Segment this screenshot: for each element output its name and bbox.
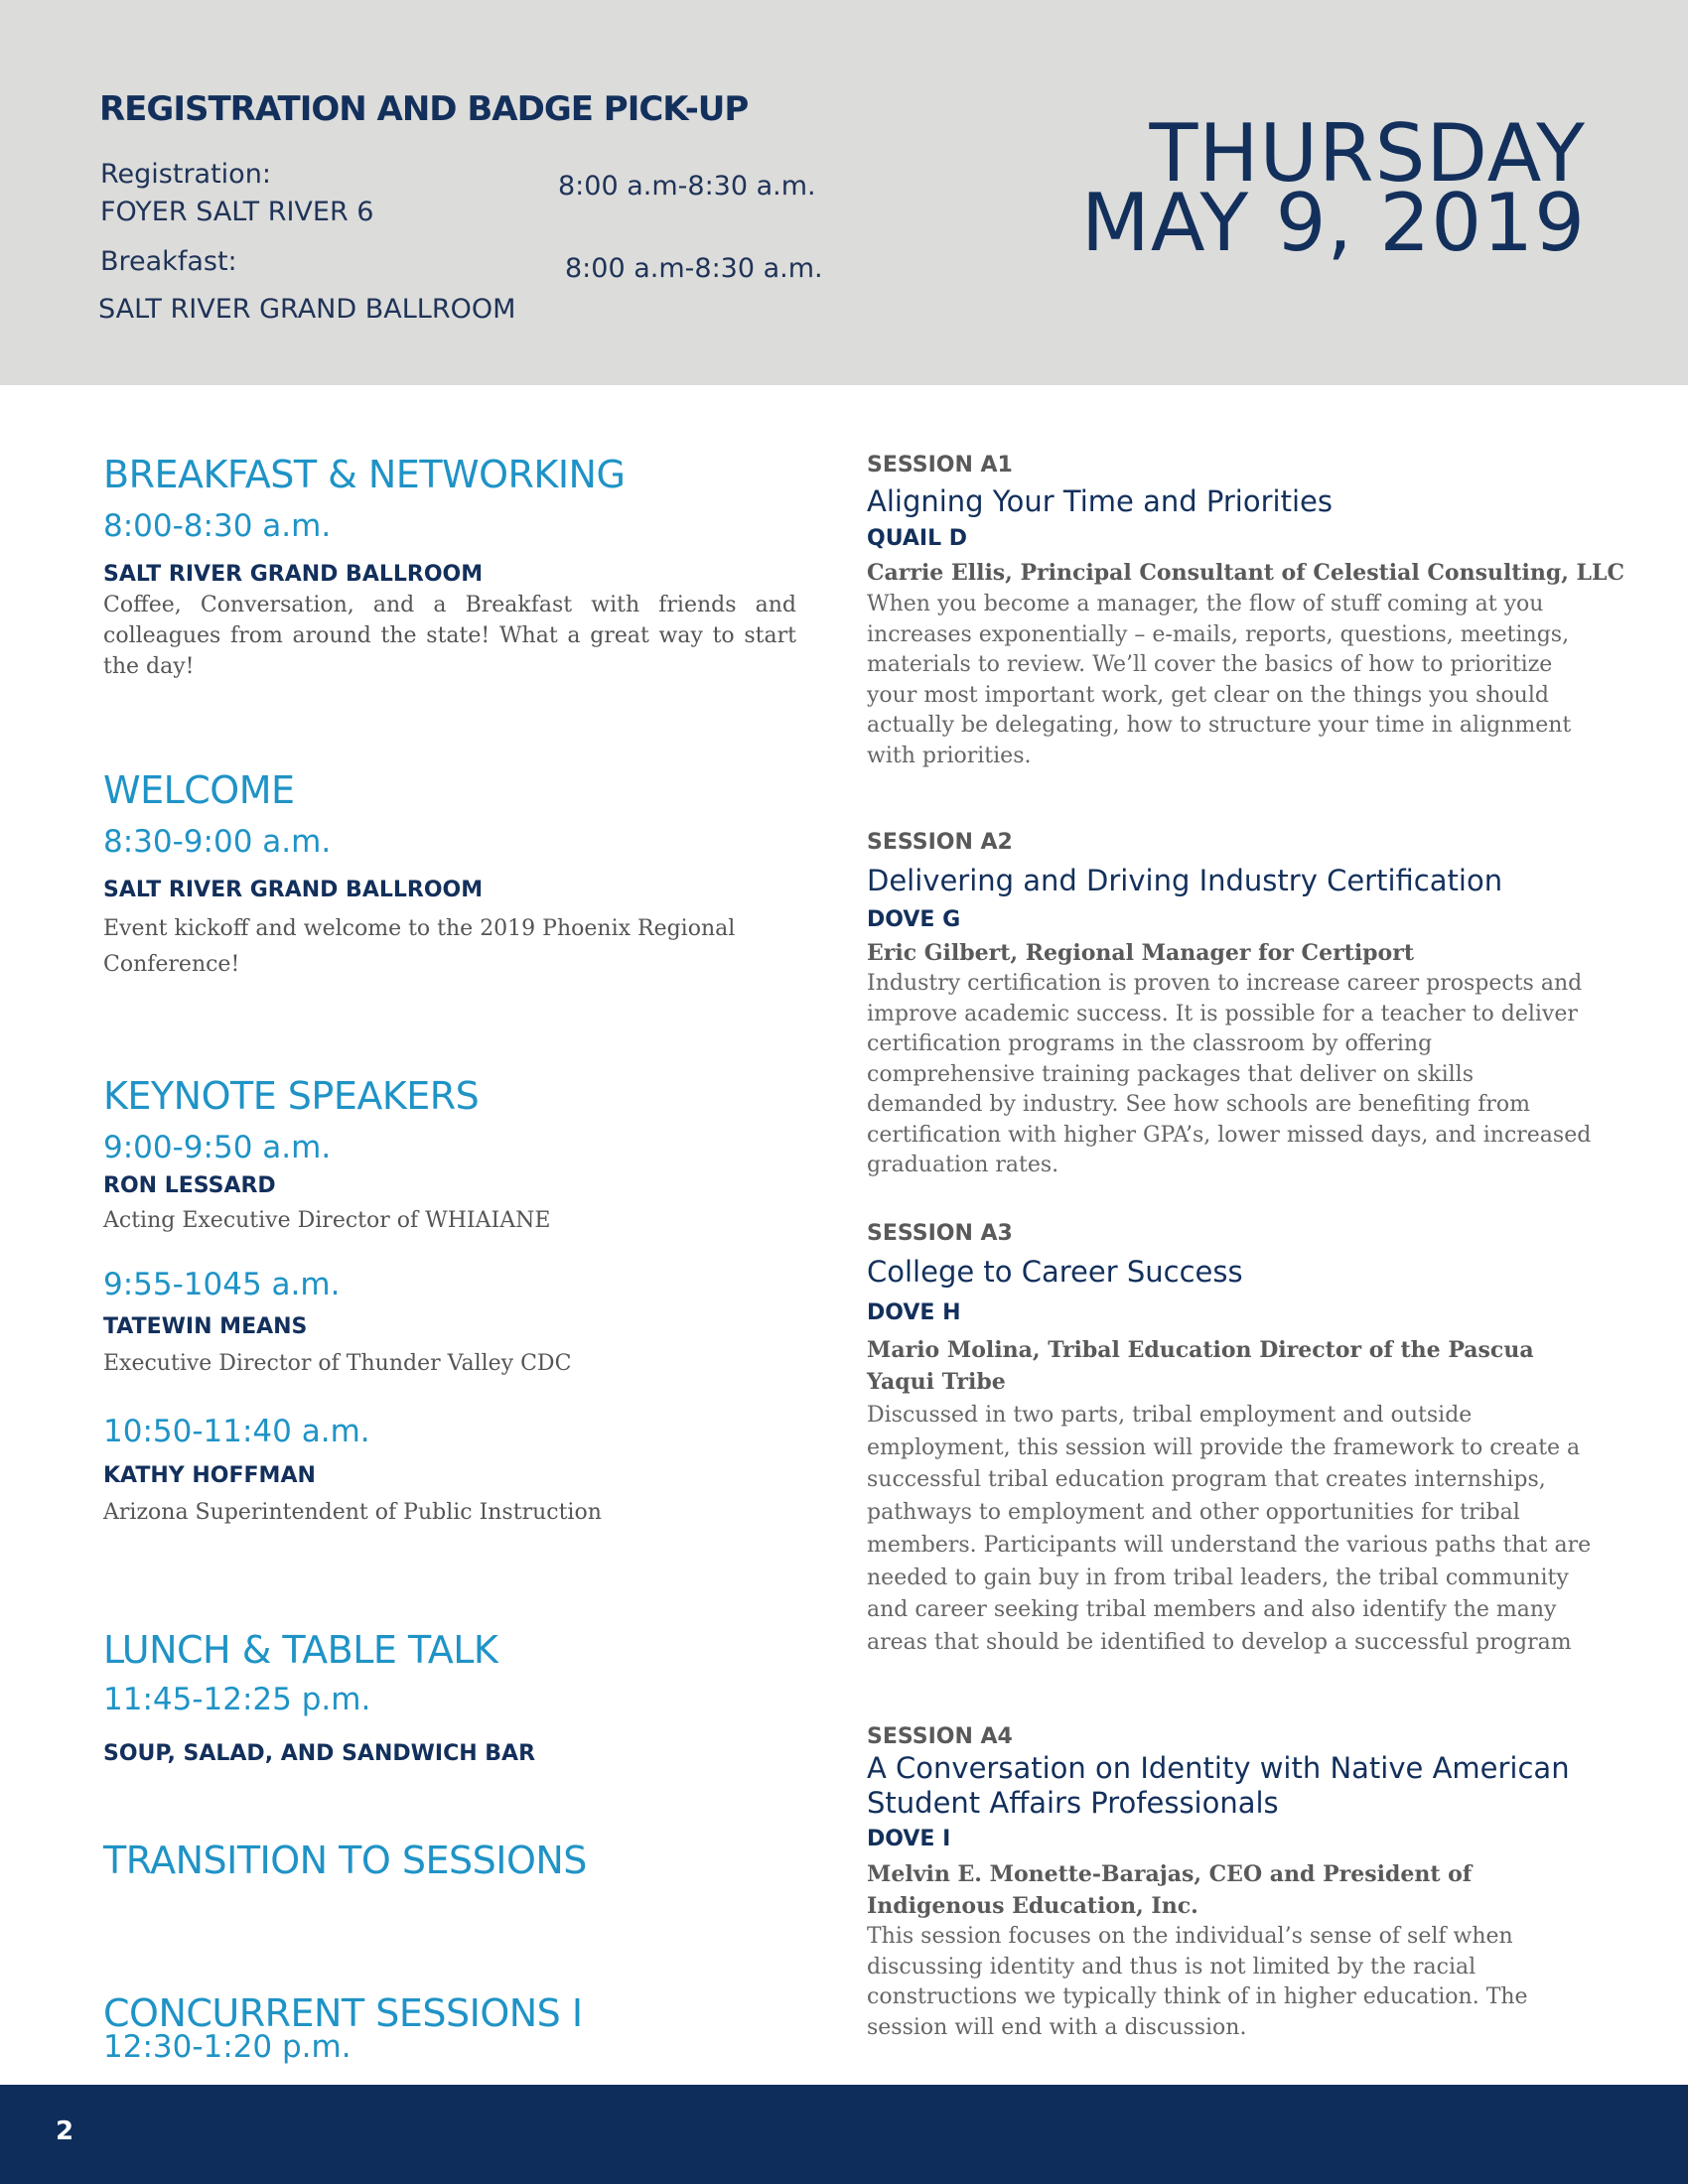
session-a4-title: A Conversation on Identity with Native American Student Affairs Professionals	[867, 1751, 1570, 1820]
session-a2-description: Industry certification is proven to increase career prospects and improve academic success. It is possible for a teacher to deliver certification programs in the classroom by offering comprehensive training packages that deliver on skills demanded by industry. See how schools are benefiting from certification with higher GPA’s, lower missed days, and increased graduation rates.	[867, 971, 1592, 1177]
session-a1-code: SESSION A1	[867, 453, 1013, 478]
keynote-speaker-2: TATEWIN MEANS	[103, 1314, 308, 1339]
keynote-role-3: Arizona Superintendent of Public Instruction	[103, 1500, 602, 1525]
event-day: THURSDAY	[1149, 107, 1586, 200]
registration-time: 8:00 a.m-8:30 a.m.	[558, 171, 816, 202]
transition-title: TRANSITION TO SESSIONS	[103, 1839, 587, 1882]
welcome-description: Event kickoff and welcome to the 2019 Phoenix Regional Conference!	[103, 916, 736, 977]
session-a4-room: DOVE I	[867, 1827, 951, 1851]
session-a4-code: SESSION A4	[867, 1724, 1013, 1749]
session-a1-description: When you become a manager, the flow of stuff coming at you increases exponentially – e-mails, reports, questions, meetings, materials to review. We’ll cover the basics of how to prioritize your most important work, get clear on the things you should actually be delegating, how to structure your time in alignment with priorities.	[867, 592, 1572, 768]
session-a3-code: SESSION A3	[867, 1221, 1013, 1246]
keynote-speaker-3: KATHY HOFFMAN	[103, 1463, 316, 1488]
breakfast-description: Coffee, Conversation, and a Breakfast with friends and colleagues from around the state! What a great way to start the day!	[103, 593, 796, 679]
welcome-location-label: SALT RIVER GRAND BALLROOM	[103, 878, 484, 902]
session-a3-room: DOVE H	[867, 1300, 961, 1325]
session-a4-speaker: Melvin E. Monette-Barajas, CEO and President of Indigenous Education, Inc.	[867, 1861, 1473, 1919]
session-a3-description: Discussed in two parts, tribal employment and outside employment, this session will provide the framework to create a successful tribal education program that creates internships, pathways to employment and other opportunities for tribal members. Participants will understand the various paths that are needed to gain buy in from tribal leaders, the tribal community and career seeking tribal members and also identify the many areas that should be identified to develop a successful program	[867, 1403, 1592, 1655]
session-a1-title: Aligning Your Time and Priorities	[867, 484, 1333, 518]
breakfast-time-slot: 8:00-8:30 a.m.	[103, 508, 332, 544]
breakfast-location-label: SALT RIVER GRAND BALLROOM	[103, 562, 484, 587]
keynote-time-1: 9:00-9:50 a.m.	[103, 1130, 332, 1165]
session-a3-title: College to Career Success	[867, 1255, 1243, 1289]
session-a3-speaker: Mario Molina, Tribal Education Director of the Pascua Yaqui Tribe	[867, 1337, 1534, 1395]
keynote-role-1: Acting Executive Director of WHIAIANE	[103, 1208, 551, 1233]
registration-location: FOYER SALT RIVER 6	[100, 197, 374, 227]
breakfast-label: Breakfast:	[100, 246, 237, 277]
welcome-time-slot: 8:30-9:00 a.m.	[103, 824, 332, 860]
breakfast-location: SALT RIVER GRAND BALLROOM	[98, 294, 516, 325]
registration-label: Registration:	[100, 159, 271, 190]
session-a2-speaker: Eric Gilbert, Regional Manager for Certiport	[867, 940, 1414, 966]
footer-bar	[0, 2085, 1688, 2184]
session-a2-code: SESSION A2	[867, 830, 1013, 855]
lunch-time-slot: 11:45-12:25 p.m.	[103, 1682, 371, 1717]
header-band	[0, 0, 1688, 385]
welcome-title: WELCOME	[103, 768, 295, 812]
keynote-time-2: 9:55-1045 a.m.	[103, 1267, 341, 1302]
breakfast-title: BREAKFAST & NETWORKING	[103, 453, 626, 496]
session-a4-description: This session focuses on the individual’s sense of self when discussing identity and thus is not limited by the racial constructions we typically think of in higher education. The session will end with a discussion.	[867, 1924, 1528, 2040]
concurrent-time-slot: 12:30-1:20 p.m.	[103, 2029, 352, 2065]
event-date	[1080, 107, 1586, 269]
lunch-location-label: SOUP, SALAD, AND SANDWICH BAR	[103, 1741, 536, 1766]
registration-title: REGISTRATION AND BADGE PICK-UP	[99, 89, 749, 129]
session-a1-room: QUAIL D	[867, 526, 968, 551]
session-a1-speaker: Carrie Ellis, Principal Consultant of Celestial Consulting, LLC	[867, 560, 1624, 586]
lunch-title: LUNCH & TABLE TALK	[103, 1628, 498, 1672]
session-a2-room: DOVE G	[867, 907, 961, 932]
keynote-title: KEYNOTE SPEAKERS	[103, 1074, 480, 1118]
breakfast-time: 8:00 a.m-8:30 a.m.	[565, 253, 823, 284]
concurrent-title: CONCURRENT SESSIONS I	[103, 1991, 583, 2035]
keynote-time-3: 10:50-11:40 a.m.	[103, 1414, 370, 1449]
page-number: 2	[56, 2116, 74, 2146]
keynote-speaker-1: RON LESSARD	[103, 1173, 276, 1198]
keynote-role-2: Executive Director of Thunder Valley CDC	[103, 1351, 572, 1376]
event-date-text: MAY 9, 2019	[1080, 177, 1586, 269]
session-a2-title: Delivering and Driving Industry Certification	[867, 864, 1503, 897]
